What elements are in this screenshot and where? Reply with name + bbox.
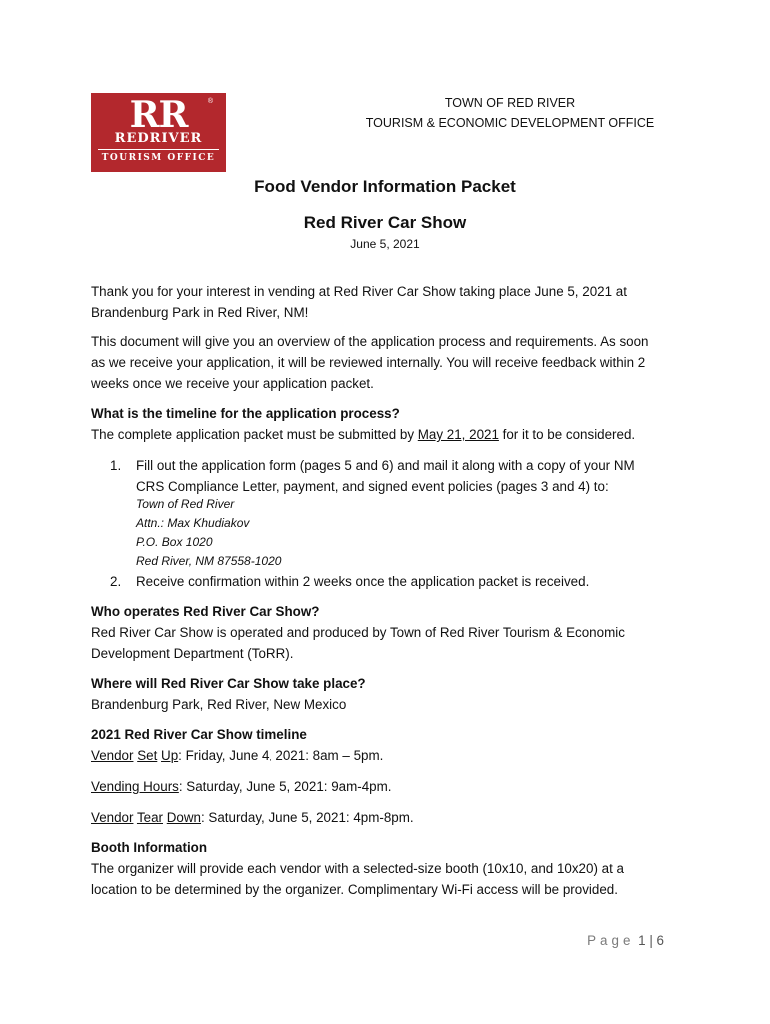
operator-heading: Who operates Red River Car Show? [91,604,320,619]
booth-heading: Booth Information [91,840,208,855]
mailing-address: Town of Red River Attn.: Max Khudiakov P.O. Box 1020 Red River, NM 87558-1020 [136,497,282,568]
logo-divider [98,149,219,150]
page-title: Food Vendor Information Packet [254,177,516,196]
location-section: Where will Red River Car Show take place? Brandenburg Park, Red River, New Mexico [91,673,691,715]
setup-line: Vendor Set Up: Friday, June 4, 2021: 8am – 5pm. [91,748,384,763]
step-2-number: 2. [110,574,122,589]
operator-section: Who operates Red River Car Show? Red River Car Show is operated and produced by Town of Red River Tourism & Economic Development Department (ToRR). [91,601,691,664]
event-date: June 5, 2021 [350,237,420,251]
logo-letters: RR [129,94,188,136]
teardown-line: Vendor Tear Down: Saturday, June 5, 2021: 4pm-8pm. [91,810,414,825]
vending-hours-line: Vending Hours: Saturday, June 5, 2021: 9am-4pm. [91,779,392,794]
page-subtitle: Red River Car Show [303,213,467,232]
step-1-number: 1. [110,458,122,473]
booth-section: Booth Information The organizer will provide each vendor with a selected-size booth (10x10, and 10x20) at a location to be determined by the organizer. Complimentary Wi-Fi access will be provided. [91,837,691,900]
timeline-text: The complete application packet must be submitted by May 21, 2021 for it to be considered. [91,427,636,442]
schedule-heading: 2021 Red River Car Show timeline [91,727,307,742]
header-office: TOURISM & ECONOMIC DEVELOPMENT OFFICE [365,116,655,130]
intro-paragraph-2: This document will give you an overview of the application process and requirements. As soon as we receive your application, it will be reviewed internally. You will receive feedback within 2 weeks once we receive your application packet. [91,334,649,391]
logo-registered-mark: ® [207,98,213,105]
location-heading: Where will Red River Car Show take place? [91,676,366,691]
timeline-section [91,403,691,445]
header-town: TOWN OF RED RIVER [444,96,576,110]
timeline-heading: What is the timeline for the application process? [91,406,400,421]
deadline-date: May 21, 2021 [417,427,499,442]
step-2-text: Receive confirmation within 2 weeks once the application packet is received. [136,574,590,589]
logo-office: TOURISM OFFICE [101,153,216,163]
schedule-section [91,724,691,768]
logo-name: REDRIVER [114,131,203,146]
red-river-logo [91,93,226,172]
intro-paragraph-1: Thank you for your interest in vending at Red River Car Show taking place June 5, 2021 at Brandenburg Park in Red River, NM! [91,284,627,320]
step-1-text: Fill out the application form (pages 5 and 6) and mail it along with a copy of your NM CRS Compliance Letter, payment, and signed event policies (pages 3 and 4) to: [136,458,635,494]
page-number: Page 1 | 6 [587,933,664,948]
